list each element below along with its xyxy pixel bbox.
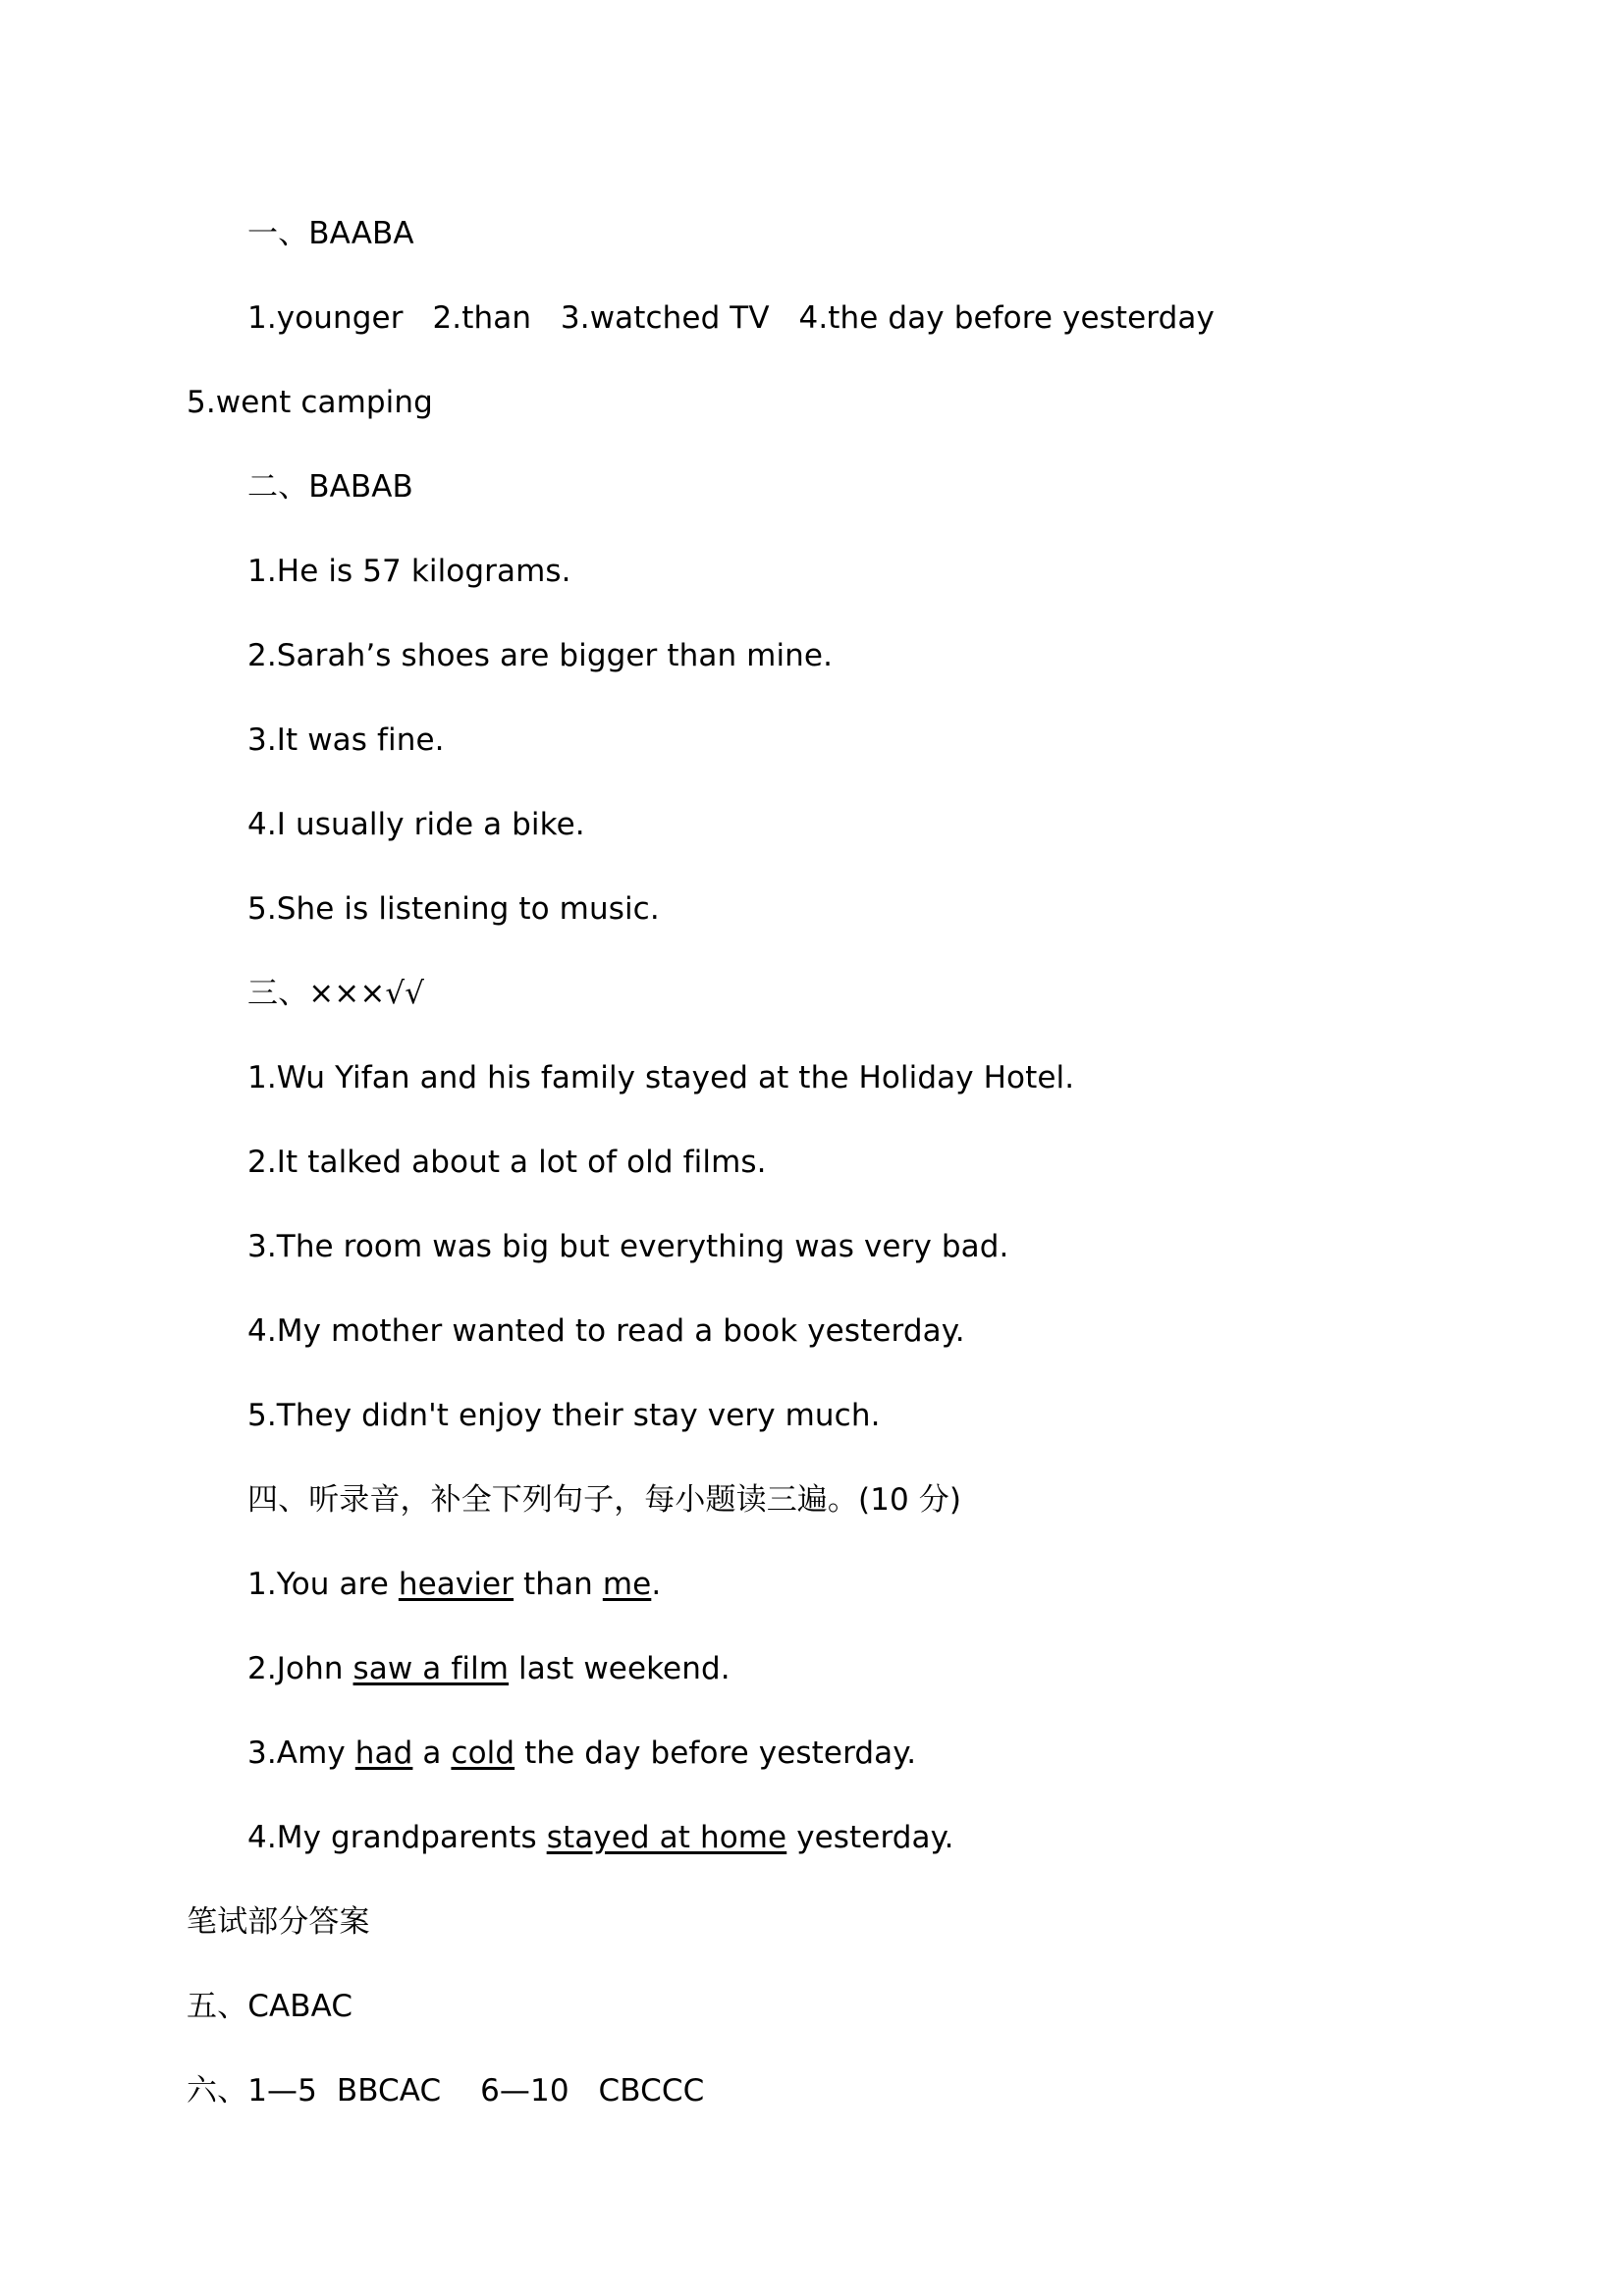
answer-line <box>187 1795 1477 1880</box>
text-run: 3.It was fine. <box>247 722 445 758</box>
text-run: 2.John <box>247 1651 353 1686</box>
blank-answer: stayed at home <box>546 1820 787 1855</box>
section-heading: 六、1—5 BBCAC 6—10 CBCCC <box>187 2073 705 2109</box>
text-run: 1.younger 2.than 3.watched TV 4.the day before yesterday <box>247 300 1215 336</box>
answer-line <box>187 1373 1477 1458</box>
text-run: 4.I usually ride a bike. <box>247 807 585 842</box>
answer-line <box>187 698 1477 782</box>
blank-answer: had <box>354 1735 413 1771</box>
text-run: 4.My mother wanted to read a book yesterday. <box>247 1313 965 1349</box>
section-heading: 三、×××√√ <box>247 976 425 1011</box>
answer-line <box>187 360 1477 445</box>
text-run: 5.went camping <box>187 385 433 420</box>
text-run: 5.She is listening to music. <box>247 891 660 927</box>
answer-line <box>187 1120 1477 1204</box>
text-run: 3.Amy <box>247 1735 355 1771</box>
answer-line <box>187 1036 1477 1120</box>
answer-line <box>187 1711 1477 1795</box>
answer-line <box>187 782 1477 867</box>
section-heading: 一、BAABA <box>247 216 414 251</box>
blank-answer: me <box>602 1567 652 1602</box>
text-run: 5.They didn't enjoy their stay very much. <box>247 1398 881 1433</box>
text-run: than <box>514 1567 603 1602</box>
answer-line <box>187 1542 1477 1627</box>
answer-line <box>187 1204 1477 1289</box>
blank-answer: cold <box>451 1735 515 1771</box>
text-run: 2.It talked about a lot of old films. <box>247 1145 767 1180</box>
text-run: 1.Wu Yifan and his family stayed at the Holiday Hotel. <box>247 1060 1075 1095</box>
section-heading: 五、CABAC <box>187 1989 353 2024</box>
text-run: 1.You are <box>247 1567 399 1602</box>
text-run: . <box>651 1567 662 1602</box>
section-heading: 二、BABAB <box>247 469 413 505</box>
section-heading: 笔试部分答案 <box>187 1904 370 1940</box>
text-run: 2.Sarah’s shoes are bigger than mine. <box>247 638 834 673</box>
answer-line <box>187 867 1477 951</box>
answer-line <box>187 276 1477 360</box>
answer-line <box>187 1289 1477 1373</box>
text-run: 3.The room was big but everything was very bad. <box>247 1229 1009 1264</box>
text-run: the day before yesterday. <box>514 1735 917 1771</box>
text-run: 4.My grandparents <box>247 1820 547 1855</box>
answer-line <box>187 1627 1477 1711</box>
answer-line <box>187 614 1477 698</box>
text-run: yesterday. <box>786 1820 954 1855</box>
text-run: last weekend. <box>509 1651 731 1686</box>
blank-answer: saw a film <box>352 1651 510 1686</box>
blank-answer: heavier <box>398 1567 514 1602</box>
section-heading: 四、听录音，补全下列句子，每小题读三遍。(10 分) <box>247 1482 962 1518</box>
text-run: 1.He is 57 kilograms. <box>247 554 571 589</box>
text-run: a <box>412 1735 452 1771</box>
document-content <box>187 191 1477 2133</box>
answer-line <box>187 529 1477 614</box>
